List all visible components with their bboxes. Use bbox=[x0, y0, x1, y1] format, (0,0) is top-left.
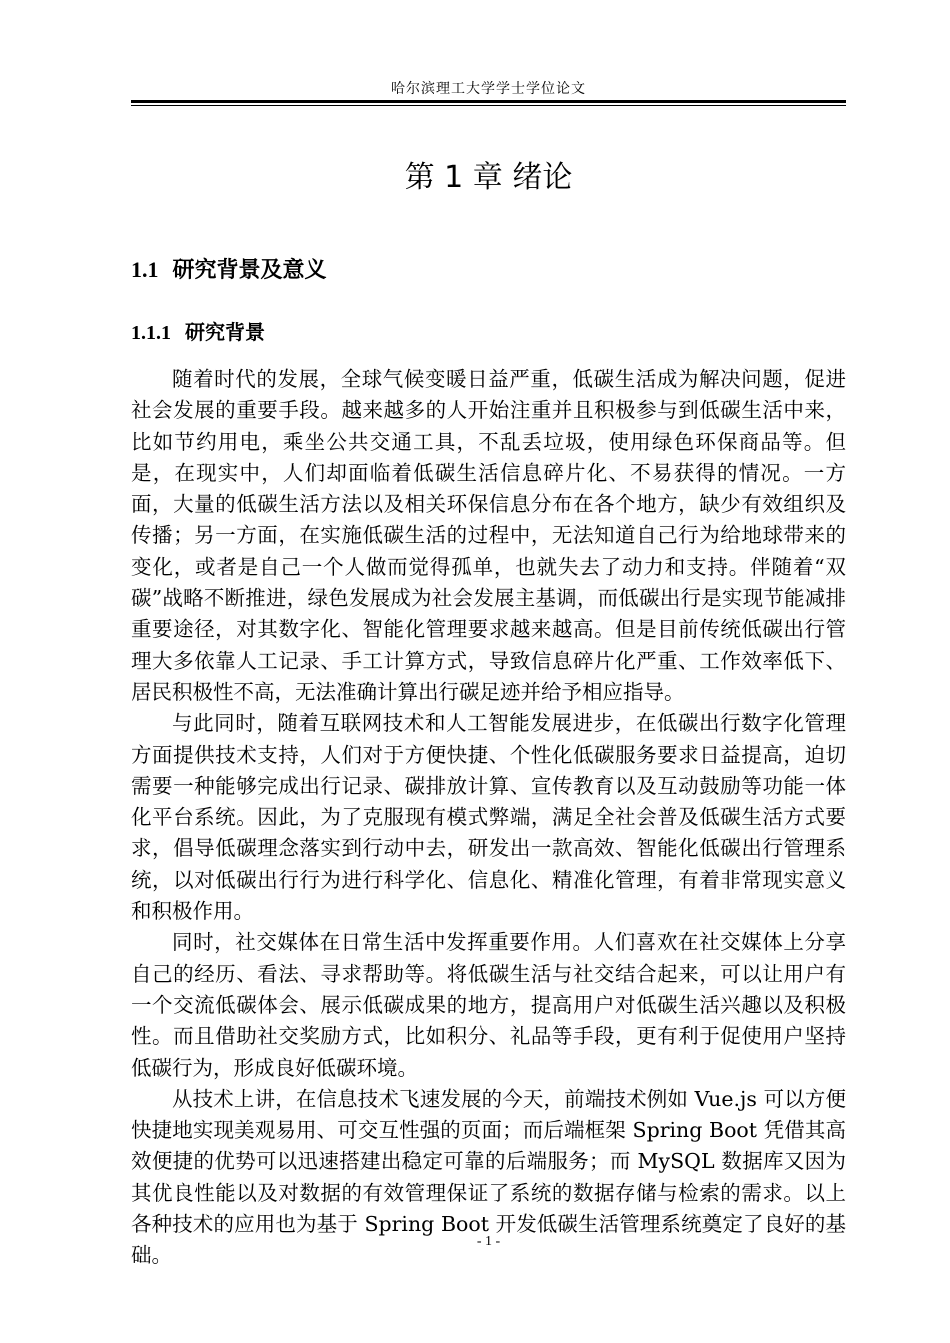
subsection-title-text: 研究背景 bbox=[185, 320, 265, 344]
subsection-number: 1.1.1 bbox=[131, 322, 171, 344]
section-title-text: 研究背景及意义 bbox=[172, 258, 327, 283]
body-text bbox=[131, 364, 846, 1272]
chapter-title: 第 1 章 绪论 bbox=[404, 160, 573, 195]
header-rule-thin bbox=[131, 105, 846, 106]
paragraph: 与此同时，随着互联网技术和人工智能发展进步，在低碳出行数字化管理方面提供技术支持，人们对于方便快捷、个性化低碳服务要求日益提高，迫切需要一种能够完成出行记录、碳排放计算、宣传教育以及互动鼓励等功能一体化平台系统。因此，为了克服现有模式弊端，满足全社会普及低碳生活方式要求，倡导低碳理念落实到行动中去，研发出一款高效、智能化低碳出行管理系统，以对低碳出行行为进行科学化、信息化、精准化管理，有着非常现实意义和积极作用。 bbox=[131, 711, 846, 924]
page-number: - 1 - bbox=[476, 1234, 501, 1249]
paragraph: 同时，社交媒体在日常生活中发挥重要作用。人们喜欢在社交媒体上分享自己的经历、看法、寻求帮助等。将低碳生活与社交结合起来，可以让用户有一个交流低碳体会、展示低碳成果的地方，提高用户对低碳生活兴趣以及积极性。而且借助社交奖励方式，比如积分、礼品等手段，更有利于促使用户坚持低碳行为，形成良好低碳环境。 bbox=[131, 930, 846, 1080]
section-heading bbox=[131, 253, 327, 284]
paragraph: 随着时代的发展，全球气候变暖日益严重，低碳生活成为解决问题，促进社会发展的重要手段。越来越多的人开始注重并且积极参与到低碳生活中来，比如节约用电，乘坐公共交通工具，不乱丢垃圾，使用绿色环保商品等。但是，在现实中，人们却面临着低碳生活信息碎片化、不易获得的情况。一方面，大量的低碳生活方法以及相关环保信息分布在各个地方，缺少有效组织及传播；另一方面，在实施低碳生活的过程中，无法知道自己行为给地球带来的变化，或者是自己一个人做而觉得孤单，也就失去了动力和支持。伴随着“双碳”战略不断推进，绿色发展成为社会发展主基调，而低碳出行是实现节能减排重要途径，对其数字化、智能化管理要求越来越高。但是目前传统低碳出行管理大多依靠人工记录、手工计算方式，导致信息碎片化严重、工作效率低下、居民积极性不高，无法准确计算出行碳足迹并给予相应指导。 bbox=[131, 367, 846, 704]
subsection-heading bbox=[131, 316, 265, 345]
running-header: 哈尔滨理工大学学士学位论文 bbox=[391, 81, 586, 97]
section-number: 1.1 bbox=[131, 257, 159, 282]
paragraph: 从技术上讲，在信息技术飞速发展的今天，前端技术例如 Vue.js 可以方便快捷地实现美观易用、可交互性强的页面；而后端框架 Spring Boot 凭借其高效便捷的优势可以迅速搭建出稳定可靠的后端服务；而 MySQL 数据库又因为其优良性能以及对数据的有效管理保证了系统的数据存储与检索的需求。以上各种技术的应用也为基于 Spring Boot 开发低碳生活管理系统奠定了良好的基础。 bbox=[131, 1086, 846, 1268]
header-rule-thick bbox=[131, 100, 846, 103]
